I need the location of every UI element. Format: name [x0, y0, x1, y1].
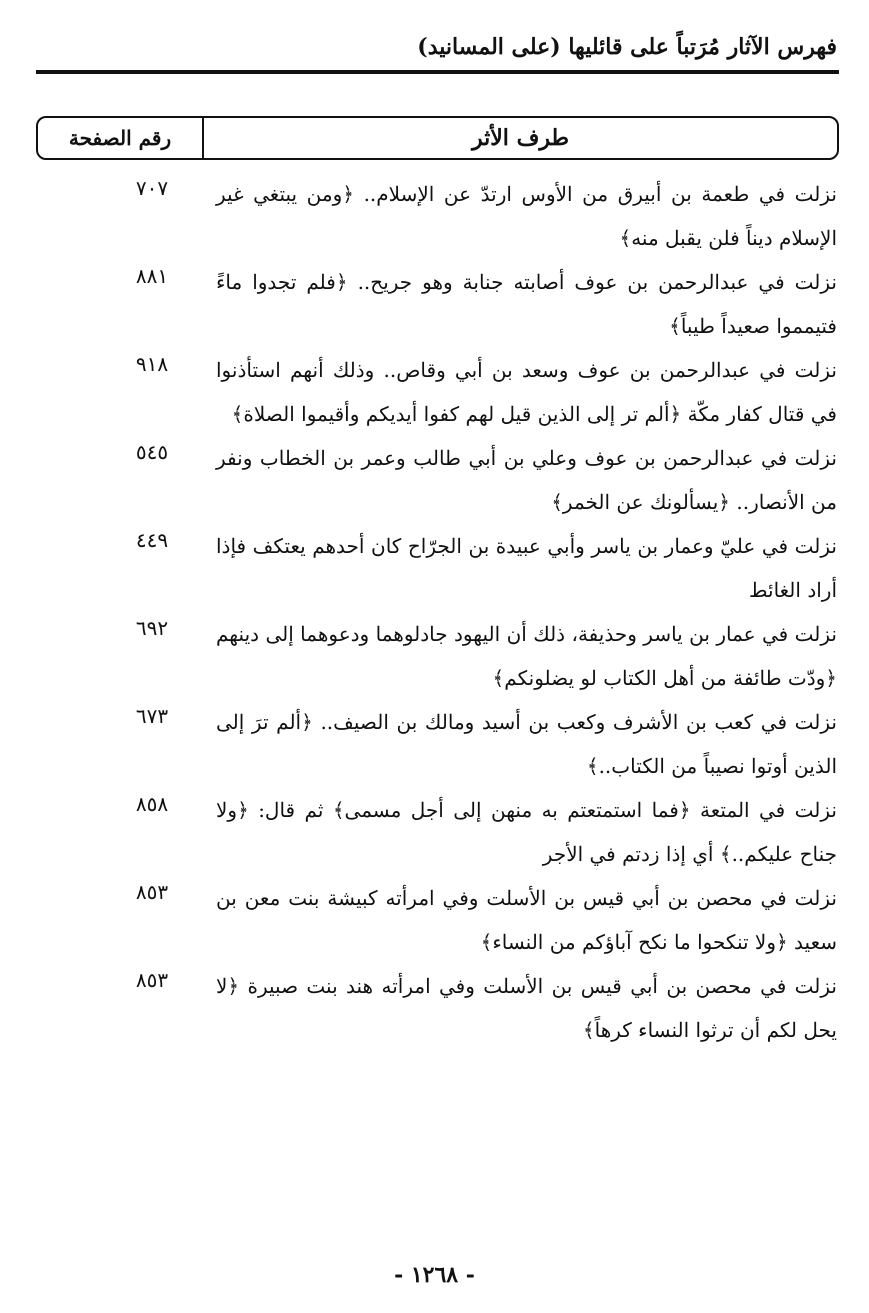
entry-page-number: ٨٨١: [135, 264, 169, 288]
running-header: فهرس الآثار مُرَتباً على قائليها (على المسانيد): [417, 34, 837, 60]
entry-page-number: ٨٥٨: [135, 792, 169, 816]
entry-page-number: ٨٥٣: [135, 880, 169, 904]
entry-text: نزلت في محصن بن أبي قيس بن الأسلت وفي امرأته هند بنت صبيرة ﴿لا يحل لكم أن ترثوا النساء كرهاً﴾: [216, 974, 837, 1042]
index-entry: [0, 260, 869, 348]
index-entry: [0, 348, 869, 436]
index-entry: [0, 172, 869, 260]
column-header-box: [36, 116, 839, 160]
header-rule: [36, 70, 839, 74]
entry-text: نزلت في طعمة بن أبيرق من الأوس ارتدّ عن الإسلام.. ﴿ومن يبتغي غير الإسلام ديناً فلن يقبل منه﴾: [216, 182, 837, 250]
index-entry: [0, 876, 869, 964]
entry-page-number: ٧٠٧: [135, 176, 169, 200]
index-entry: [0, 436, 869, 524]
entry-page-number: ٦٧٣: [135, 704, 169, 728]
page-column-header: رقم الصفحة: [68, 126, 172, 150]
entry-page-number: ٨٥٣: [135, 968, 169, 992]
index-entry: [0, 788, 869, 876]
index-entry: [0, 612, 869, 700]
entry-text: نزلت في عبدالرحمن بن عوف أصابته جنابة وهو جريح.. ﴿فلم تجدوا ماءً فتيمموا صعيداً طيباً﴾: [216, 270, 837, 338]
entry-text: نزلت في المتعة ﴿فما استمتعتم به منهن إلى أجل مسمى﴾ ثم قال: ﴿ولا جناح عليكم..﴾ أي إذا زدتم في الأجر: [216, 798, 837, 866]
index-entry: [0, 524, 869, 612]
entry-text: نزلت في عبدالرحمن بن عوف وعلي بن أبي طالب وعمر بن الخطاب ونفر من الأنصار.. ﴿يسألونك عن الخمر﴾: [216, 446, 837, 514]
text-column-header: طرف الأثر: [471, 125, 570, 151]
entry-text: نزلت في عمار بن ياسر وحذيفة، ذلك أن اليهود جادلوهما ودعوهما إلى دينهم ﴿ودّت طائفة من أهل الكتاب لو يضلونكم﴾: [216, 622, 837, 690]
entry-text: نزلت في محصن بن أبي قيس بن الأسلت وفي امرأته كبيشة بنت معن بن سعيد ﴿ولا تنكحوا ما نكح آباؤكم من النساء﴾: [216, 886, 837, 954]
entry-page-number: ٦٩٢: [135, 616, 169, 640]
index-entry: [0, 700, 869, 788]
entry-text: نزلت في كعب بن الأشرف وكعب بن أسيد ومالك بن الصيف.. ﴿ألم ترَ إلى الذين أوتوا نصيباً من الكتاب..﴾: [216, 710, 837, 778]
entry-page-number: ٩١٨: [135, 352, 169, 376]
page-number: - ١٢٦٨ -: [394, 1262, 475, 1288]
entry-page-number: ٤٤٩: [135, 528, 169, 552]
entry-text: نزلت في عليّ وعمار بن ياسر وأبي عبيدة بن الجرّاح كان أحدهم يعتكف فإذا أراد الغائط: [216, 534, 837, 602]
entries-list: [0, 172, 869, 1052]
entry-page-number: ٥٤٥: [135, 440, 169, 464]
index-entry: [0, 964, 869, 1052]
entry-text: نزلت في عبدالرحمن بن عوف وسعد بن أبي وقاص.. وذلك أنهم استأذنوا في قتال كفار مكّة ﴿ألم تر إلى الذين قيل لهم كفوا أيديكم وأقيموا الصلاة﴾: [216, 358, 837, 426]
